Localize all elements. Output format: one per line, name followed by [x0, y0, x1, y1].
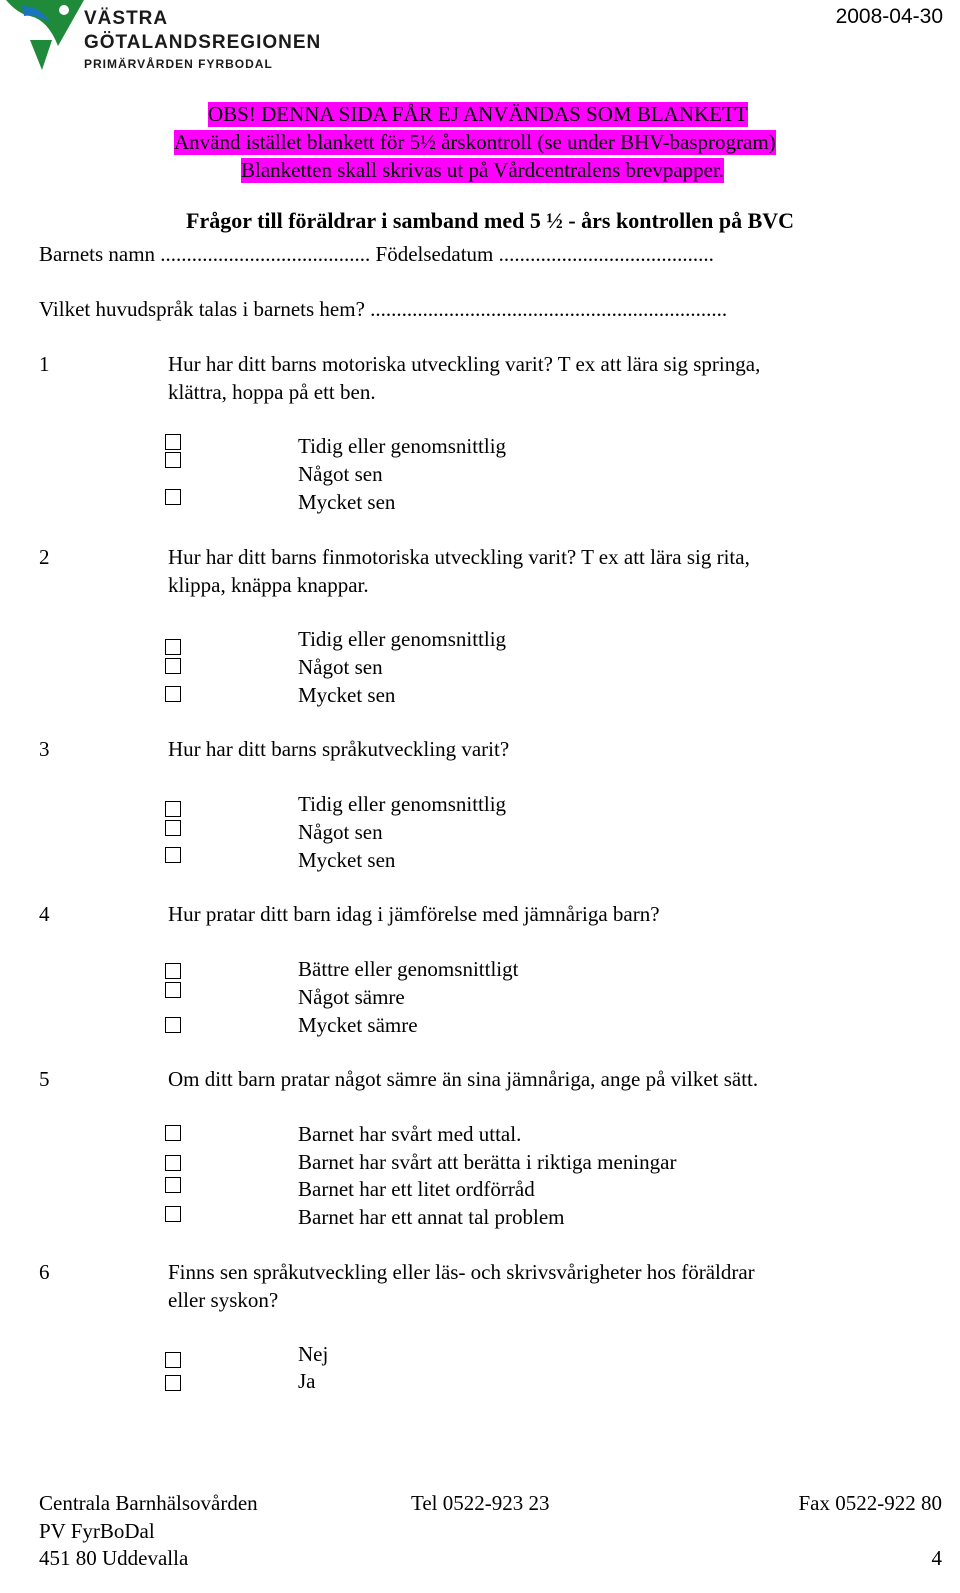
notice-line-2: Använd istället blankett för 5½ årskontroll (se under BHV-basprogram) [174, 130, 776, 154]
checkbox[interactable] [165, 489, 181, 505]
checkbox[interactable] [165, 820, 181, 836]
question-number: 4 [39, 902, 50, 926]
question-text: Finns sen språkutveckling eller läs- och skrivsvårigheter hos föräldrar [168, 1260, 755, 1284]
option-label: Tidig eller genomsnittlig [298, 627, 507, 651]
option-label: Mycket sen [298, 490, 396, 514]
checkbox[interactable] [165, 801, 181, 817]
page-number: 4 [931, 1546, 942, 1570]
checkbox[interactable] [165, 658, 181, 674]
region-logo-mark [0, 0, 90, 76]
checkbox[interactable] [165, 1352, 181, 1368]
form-title: Frågor till föräldrar i samband med 5 ½ - års kontrollen på BVC [186, 208, 795, 233]
checkbox[interactable] [165, 1206, 181, 1222]
option-label: Bättre eller genomsnittligt [298, 957, 519, 981]
question-number: 5 [39, 1067, 50, 1091]
checkbox[interactable] [165, 639, 181, 655]
option-label: Mycket sämre [298, 1013, 418, 1037]
question-number: 3 [39, 737, 50, 761]
option-label: Tidig eller genomsnittlig [298, 434, 507, 458]
checkbox[interactable] [165, 982, 181, 998]
question-number: 6 [39, 1260, 50, 1284]
question-text: Hur har ditt barns finmotoriska utveckling varit? T ex att lära sig rita, [168, 545, 750, 569]
checkbox[interactable] [165, 434, 181, 450]
question-number: 1 [39, 352, 50, 376]
option-label: Barnet har svårt med uttal. [298, 1122, 522, 1146]
child-name-field[interactable]: Barnets namn ........................................ Födelsedatum ......................................... [39, 242, 714, 266]
checkbox[interactable] [165, 686, 181, 702]
question-text: Hur har ditt barns språkutveckling varit? [168, 737, 510, 761]
option-label: Barnet har svårt att berätta i riktiga meningar [298, 1150, 677, 1174]
option-label: Barnet har ett litet ordförråd [298, 1177, 535, 1201]
option-label: Ja [298, 1369, 316, 1393]
checkbox[interactable] [165, 1375, 181, 1391]
logo-line-3: PRIMÄRVÅRDEN FYRBODAL [84, 57, 273, 71]
checkbox[interactable] [165, 847, 181, 863]
option-label: Något sämre [298, 985, 405, 1009]
question-number: 2 [39, 545, 50, 569]
footer-fax: Fax 0522-922 80 [798, 1491, 942, 1515]
checkbox[interactable] [165, 452, 181, 468]
footer-tel: Tel 0522-923 23 [411, 1491, 550, 1515]
question-text: Hur pratar ditt barn idag i jämförelse med jämnåriga barn? [168, 902, 660, 926]
option-label: Nej [298, 1342, 329, 1366]
option-label: Något sen [298, 462, 383, 486]
logo-line-1: VÄSTRA [84, 8, 169, 29]
footer-address: 451 80 Uddevalla [39, 1546, 189, 1570]
logo-line-2: GÖTALANDSREGIONEN [84, 32, 322, 53]
notice-line-1: OBS! DENNA SIDA FÅR EJ ANVÄNDAS SOM BLANKETT [208, 102, 748, 126]
checkbox[interactable] [165, 1017, 181, 1033]
language-field[interactable]: Vilket huvudspråk talas i barnets hem? .................................................................... [39, 297, 728, 321]
notice-line-3: Blanketten skall skrivas ut på Vårdcentralens brevpapper. [241, 158, 725, 182]
checkbox[interactable] [165, 1125, 181, 1141]
document-date: 2008-04-30 [835, 5, 943, 28]
footer-org-unit: PV FyrBoDal [39, 1519, 155, 1543]
question-text-cont: klättra, hoppa på ett ben. [168, 380, 376, 404]
checkbox[interactable] [165, 963, 181, 979]
option-label: Något sen [298, 820, 383, 844]
checkbox[interactable] [165, 1177, 181, 1193]
region-logo [0, 0, 360, 80]
option-label: Tidig eller genomsnittlig [298, 792, 507, 816]
option-label: Mycket sen [298, 848, 396, 872]
question-text: Hur har ditt barns motoriska utveckling varit? T ex att lära sig springa, [168, 352, 761, 376]
footer-org-name: Centrala Barnhälsovården [39, 1491, 258, 1515]
option-label: Något sen [298, 655, 383, 679]
checkbox[interactable] [165, 1155, 181, 1171]
option-label: Barnet har ett annat tal problem [298, 1205, 565, 1229]
question-text-cont: eller syskon? [168, 1288, 279, 1312]
question-text: Om ditt barn pratar något sämre än sina jämnåriga, ange på vilket sätt. [168, 1067, 759, 1091]
question-text-cont: klippa, knäppa knappar. [168, 573, 369, 597]
option-label: Mycket sen [298, 683, 396, 707]
